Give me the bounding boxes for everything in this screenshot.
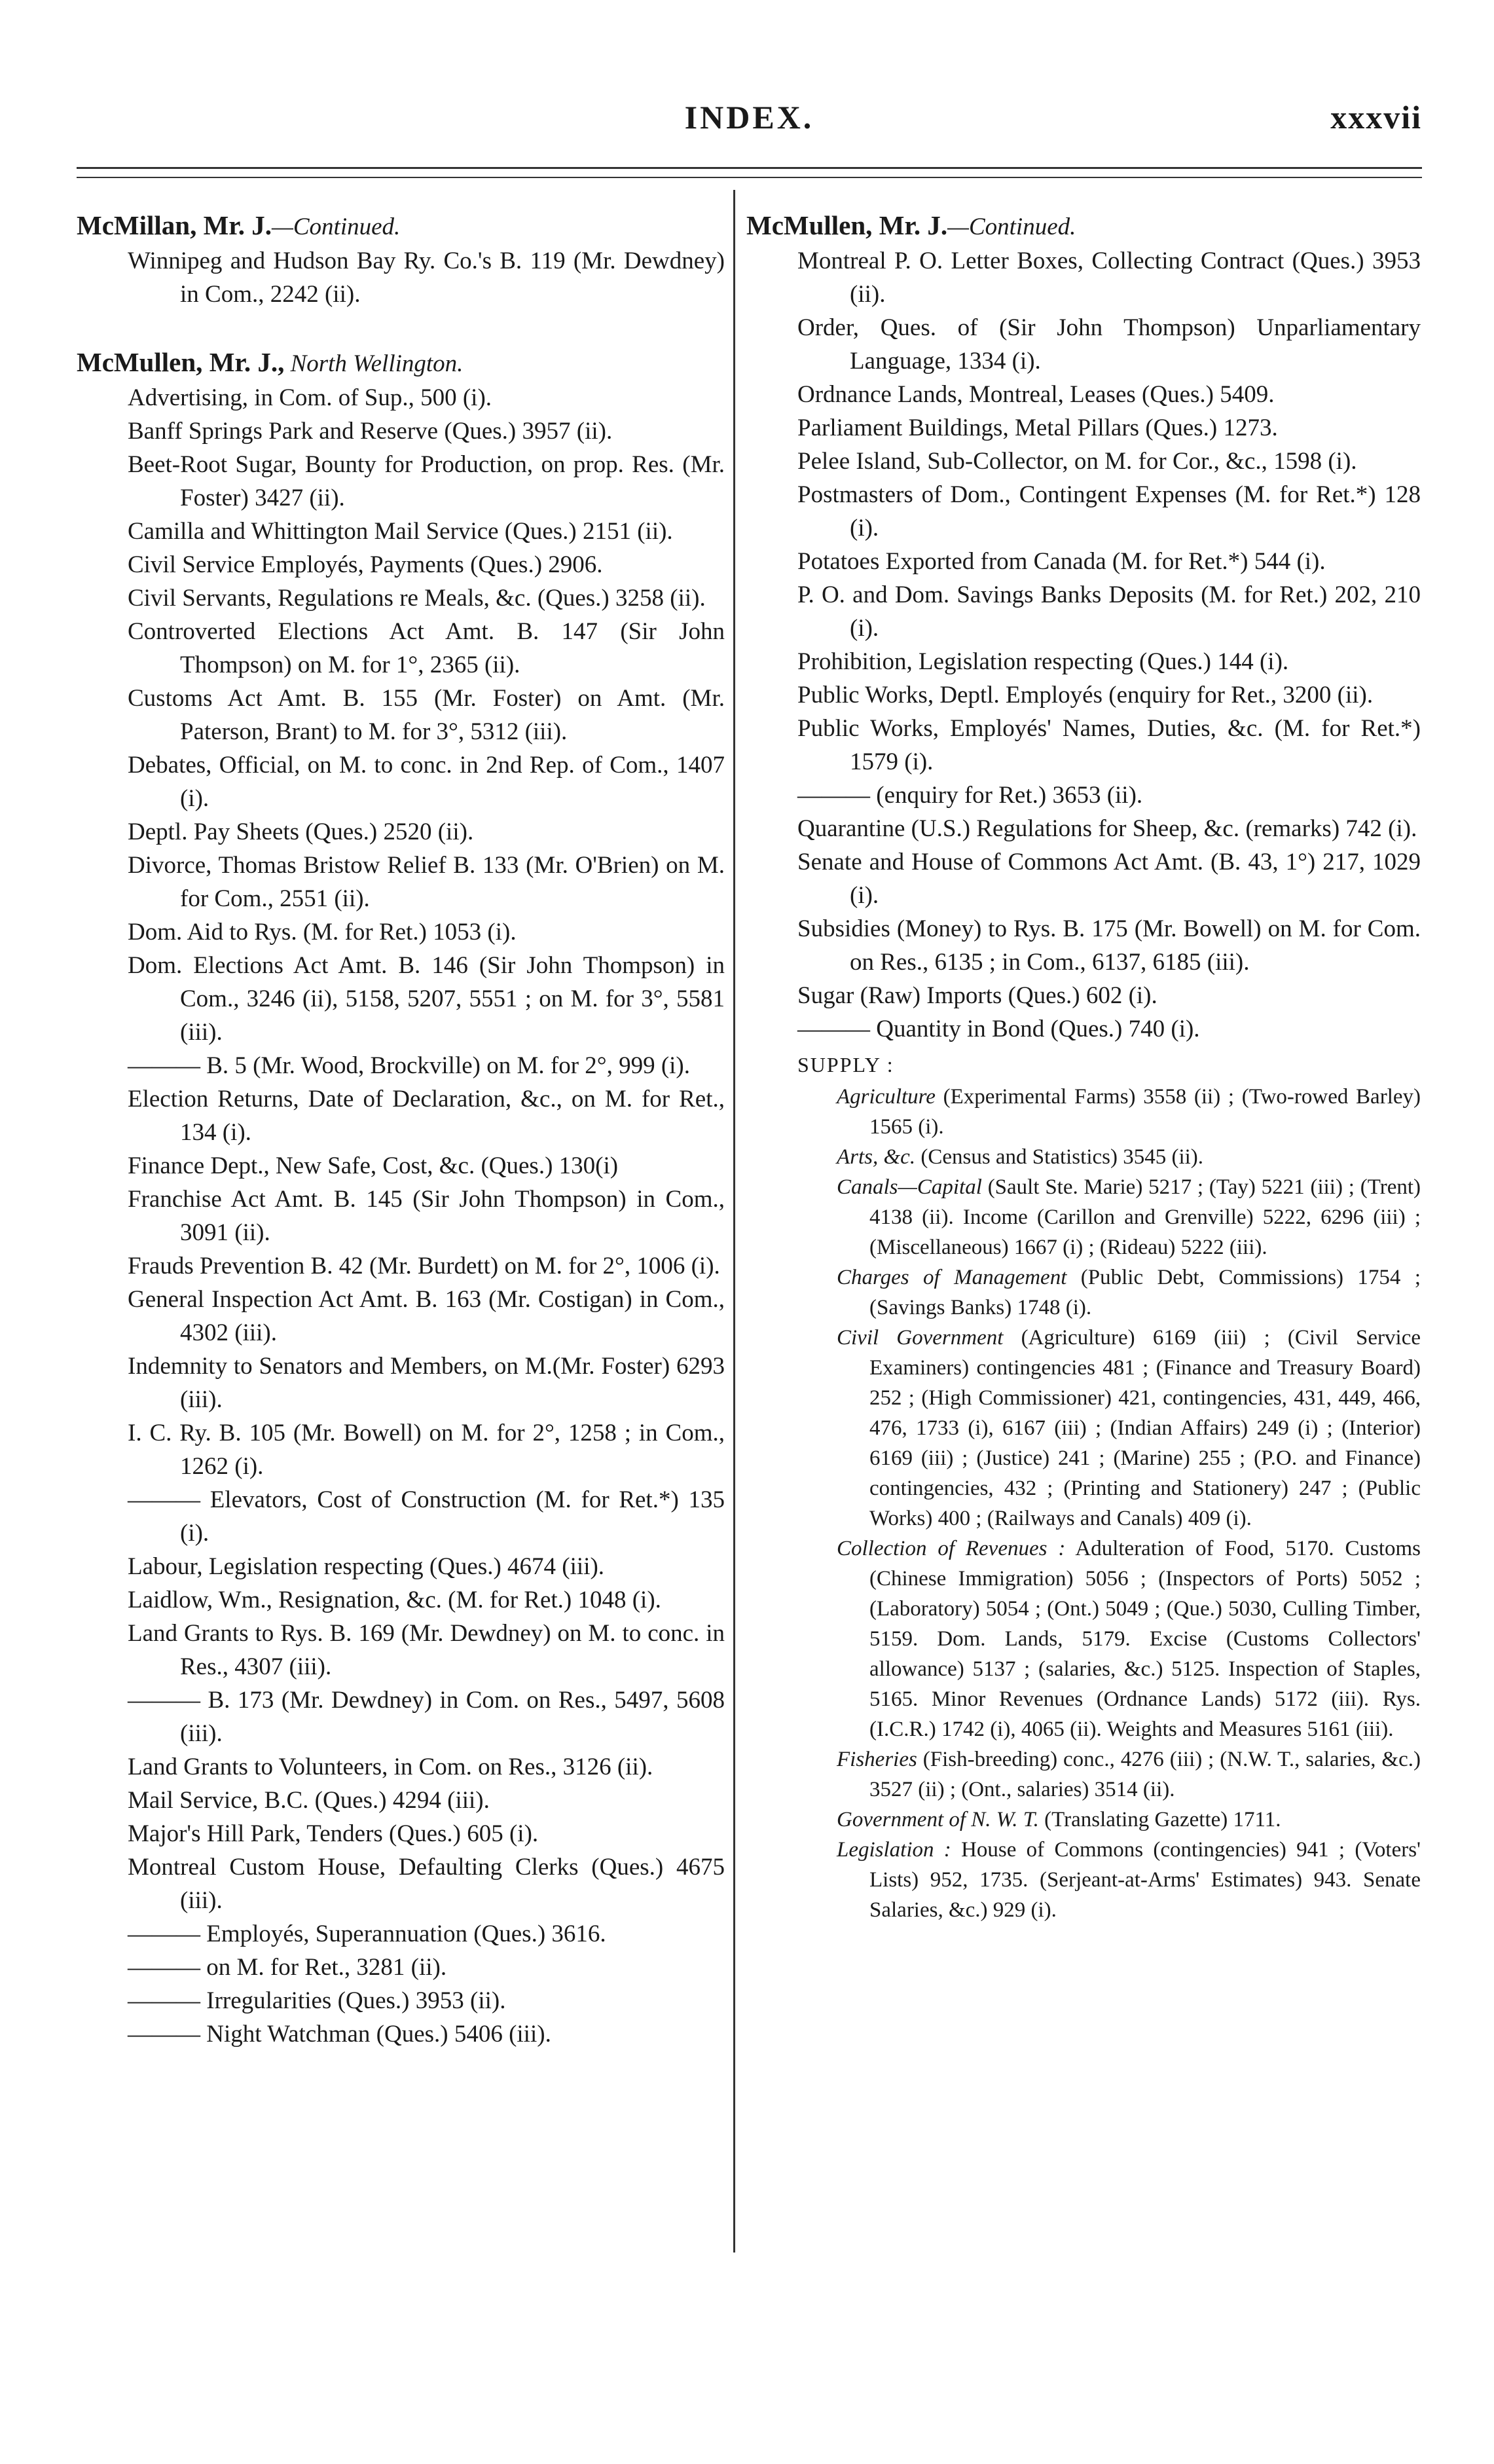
supply-detail: Adulteration of Food, 5170. Customs (Chinese Immigration) 5056 ; (Inspectors of Ports) 5052 ; (Laboratory) 5054 ; (Ont.) 5049 ; (Que.) 5030, Culling Timber, 5159. Dom. Lands, 5179. Excise (Customs Collectors' allowance) 5137 ; (salaries, &c.) 5125. Inspection of Staples, 5165. Minor Revenues (Ordnance Lands) 5172 (iii). Rys. (I.C.R.) 1742 (i), 4065 (ii). Weights and Measures 5161 (iii). <box>869 1537 1421 1741</box>
index-entry: Labour, Legislation respecting (Ques.) 4674 (iii). <box>128 1553 605 1580</box>
index-entry: Ordnance Lands, Montreal, Leases (Ques.) 5409. <box>797 381 1275 408</box>
supply-category: Fisheries <box>837 1748 917 1771</box>
index-entry: Parliament Buildings, Metal Pillars (Ques.) 1273. <box>797 414 1278 441</box>
header-rule-thin <box>77 177 1422 178</box>
index-entry: General Inspection Act Amt. B. 163 (Mr. Costigan) in Com., 4302 (iii). <box>128 1286 725 1346</box>
index-entry: ——— (enquiry for Ret.) 3653 (ii). <box>797 782 1143 809</box>
column-divider <box>733 190 735 2253</box>
heading-name: McMillan, <box>77 210 197 240</box>
index-entry: Pelee Island, Sub-Collector, on M. for Cor., &c., 1598 (i). <box>797 448 1357 475</box>
index-entry: Public Works, Deptl. Employés (enquiry for Ret., 3200 (ii). <box>797 682 1374 708</box>
index-entry: Dom. Elections Act Amt. B. 146 (Sir John Thompson) in Com., 3246 (ii), 5158, 5207, 5551 ; on M. for 3°, 5581 (iii). <box>128 952 725 1046</box>
supply-category: Canals—Capital <box>837 1175 982 1199</box>
index-entry: ——— Employés, Superannuation (Ques.) 3616. <box>128 1921 606 1947</box>
left-column <box>77 208 725 2051</box>
index-entry: Montreal P. O. Letter Boxes, Collecting Contract (Ques.) 3953 (ii). <box>797 248 1421 308</box>
supply-detail: House of Commons (contingencies) 941 ; (Voters' Lists) 952, 1735. (Serjeant-at-Arms' Estimates) 943. Senate Salaries, &c.) 929 (i). <box>869 1838 1421 1922</box>
supply-entry <box>837 1082 1421 1142</box>
supply-category: Civil Government <box>837 1326 1004 1350</box>
index-entry: Banff Springs Park and Reserve (Ques.) 3957 (ii). <box>128 418 613 445</box>
index-heading-mcmullen <box>77 345 725 381</box>
supply-entry <box>837 1172 1421 1262</box>
index-entry: Divorce, Thomas Bristow Relief B. 133 (Mr. O'Brien) on M. for Com., 2551 (ii). <box>128 852 725 912</box>
supply-detail: (Sault Ste. Marie) 5217 ; (Tay) 5221 (iii) ; (Trent) 4138 (ii). Income (Carillon and Grenville) 5222, 6296 (iii) ; (Miscellaneous) 1667 (i) ; (Rideau) 5222 (iii). <box>869 1175 1421 1259</box>
heading-mr: Mr. J. <box>196 210 272 240</box>
spacer <box>77 311 725 345</box>
index-entry: Dom. Aid to Rys. (M. for Ret.) 1053 (i). <box>128 919 517 946</box>
supply-entry <box>837 1262 1421 1323</box>
index-entry: ——— Irregularities (Ques.) 3953 (ii). <box>128 1987 506 2014</box>
supply-detail: (Agriculture) 6169 (iii) ; (Civil Service Examiners) contingencies 481 ; (Finance and Treasury Board) 252 ; (High Commissioner) 421, contingencies, 431, 449, 466, 476, 1733 (i), 6167 (iii) ; (Indian Affairs) 249 (i) ; (Interior) 6169 (iii) ; (Justice) 241 ; (Marine) 255 ; (P.O. and Finance) contingencies, 432 ; (Printing and Stationery) 247 ; (Public Works) 400 ; (Railways and Canals) 409 (i). <box>869 1326 1421 1530</box>
page-number: xxxvii <box>1330 99 1422 136</box>
index-entry: Sugar (Raw) Imports (Ques.) 602 (i). <box>797 982 1157 1009</box>
index-entry: Indemnity to Senators and Members, on M.(Mr. Foster) 6293 (iii). <box>128 1353 725 1413</box>
supply-category: Collection of Revenues : <box>837 1537 1066 1560</box>
supply-detail: (Public Debt, Commissions) 1754 ; (Savings Banks) 1748 (i). <box>869 1266 1421 1319</box>
index-entry: Major's Hill Park, Tenders (Ques.) 605 (i). <box>128 1820 539 1847</box>
index-entry: Frauds Prevention B. 42 (Mr. Burdett) on M. for 2°, 1006 (i). <box>128 1253 720 1279</box>
index-entry: I. C. Ry. B. 105 (Mr. Bowell) on M. for 2°, 1258 ; in Com., 1262 (i). <box>128 1420 725 1480</box>
index-entry: Franchise Act Amt. B. 145 (Sir John Thompson) in Com., 3091 (ii). <box>128 1186 725 1246</box>
index-entry: Public Works, Employés' Names, Duties, &c. (M. for Ret.*) 1579 (i). <box>797 715 1421 775</box>
supply-detail: (Translating Gazette) 1711. <box>1038 1808 1281 1831</box>
index-entry: Customs Act Amt. B. 155 (Mr. Foster) on Amt. (Mr. Paterson, Brant) to M. for 3°, 5312 (iii). <box>128 685 725 745</box>
index-heading-mcmillan <box>77 208 725 244</box>
entry-list-mcmillan <box>77 244 725 311</box>
supply-category: Arts, &c. <box>837 1145 916 1169</box>
heading-tail: —Continued. <box>947 213 1076 240</box>
index-entry: Postmasters of Dom., Contingent Expenses (M. for Ret.*) 128 (i). <box>797 481 1421 542</box>
index-entry: Laidlow, Wm., Resignation, &c. (M. for Ret.) 1048 (i). <box>128 1587 661 1613</box>
entry-list-mcmullen <box>77 381 725 2051</box>
index-entry: Controverted Elections Act Amt. B. 147 (Sir John Thompson) on M. for 1°, 2365 (ii). <box>128 618 725 678</box>
index-entry: Election Returns, Date of Declaration, &c., on M. for Ret., 134 (i). <box>128 1086 725 1146</box>
index-entry: Mail Service, B.C. (Ques.) 4294 (iii). <box>128 1787 490 1814</box>
supply-entry <box>837 1323 1421 1534</box>
supply-category: Agriculture <box>837 1085 936 1109</box>
heading-mr: Mr. J. <box>872 210 948 240</box>
index-entry: Finance Dept., New Safe, Cost, &c. (Ques.) 130(i) <box>128 1152 619 1179</box>
index-entry: ——— Quantity in Bond (Ques.) 740 (i). <box>797 1016 1200 1042</box>
supply-list <box>746 1082 1421 1925</box>
index-entry: ——— on M. for Ret., 3281 (ii). <box>128 1954 447 1981</box>
index-entry: Camilla and Whittington Mail Service (Ques.) 2151 (ii). <box>128 518 673 545</box>
index-entry: Debates, Official, on M. to conc. in 2nd Rep. of Com., 1407 (i). <box>128 752 725 812</box>
supply-entry <box>837 1744 1421 1805</box>
index-entry: Subsidies (Money) to Rys. B. 175 (Mr. Bowell) on M. for Com. on Res., 6135 ; in Com., 6137, 6185 (iii). <box>797 915 1421 976</box>
index-entry: Senate and House of Commons Act Amt. (B. 43, 1°) 217, 1029 (i). <box>797 849 1421 909</box>
supply-entry <box>837 1805 1421 1835</box>
index-entry: Civil Servants, Regulations re Meals, &c. (Ques.) 3258 (ii). <box>128 585 706 612</box>
entry-list-mcmullen-continued <box>746 244 1421 1046</box>
supply-entry <box>837 1835 1421 1925</box>
header-rule <box>77 167 1422 169</box>
heading-mr: Mr. J., <box>202 347 285 377</box>
index-entry: Land Grants to Volunteers, in Com. on Res., 3126 (ii). <box>128 1754 653 1780</box>
heading-tail: —Continued. <box>271 213 401 240</box>
page-header <box>77 98 1422 144</box>
supply-category: Charges of Management <box>837 1266 1067 1289</box>
index-entry: ——— B. 173 (Mr. Dewdney) in Com. on Res., 5497, 5608 (iii). <box>128 1687 725 1747</box>
supply-category: Legislation : <box>837 1838 951 1862</box>
index-entry: P. O. and Dom. Savings Banks Deposits (M. for Ret.) 202, 210 (i). <box>797 581 1421 642</box>
index-entry: Land Grants to Rys. B. 169 (Mr. Dewdney) on M. to conc. in Res., 4307 (iii). <box>128 1620 725 1680</box>
index-entry: Civil Service Employés, Payments (Ques.) 2906. <box>128 551 603 578</box>
index-entry: Order, Ques. of (Sir John Thompson) Unparliamentary Language, 1334 (i). <box>797 314 1421 375</box>
supply-label: SUPPLY : <box>797 1053 894 1076</box>
supply-entry <box>837 1534 1421 1744</box>
page-title: INDEX. <box>684 99 814 136</box>
index-entry: Deptl. Pay Sheets (Ques.) 2520 (ii). <box>128 818 474 845</box>
supply-detail: (Experimental Farms) 3558 (ii) ; (Two-rowed Barley) 1565 (i). <box>869 1085 1421 1139</box>
index-entry: Advertising, in Com. of Sup., 500 (i). <box>128 384 492 411</box>
index-entry: Potatoes Exported from Canada (M. for Ret.*) 544 (i). <box>797 548 1326 575</box>
supply-detail: (Census and Statistics) 3545 (ii). <box>915 1145 1204 1169</box>
index-entry: ——— B. 5 (Mr. Wood, Brockville) on M. for 2°, 999 (i). <box>128 1052 690 1079</box>
index-entry: Montreal Custom House, Defaulting Clerks (Ques.) 4675 (iii). <box>128 1854 725 1914</box>
right-column <box>746 208 1421 1925</box>
index-entry: Prohibition, Legislation respecting (Ques.) 144 (i). <box>797 648 1289 675</box>
index-entry: ——— Elevators, Cost of Construction (M. for Ret.*) 135 (i). <box>128 1486 725 1547</box>
supply-category: Government of N. W. T. <box>837 1808 1039 1831</box>
supply-entry <box>837 1142 1421 1172</box>
heading-name: McMullen, <box>77 347 203 377</box>
index-entry: ——— Night Watchman (Ques.) 5406 (iii). <box>128 2021 551 2048</box>
index-heading-mcmullen-continued <box>746 208 1421 244</box>
supply-detail: (Fish-breeding) conc., 4276 (iii) ; (N.W. T., salaries, &c.) 3527 (ii) ; (Ont., salaries) 3514 (ii). <box>869 1748 1421 1801</box>
heading-name: McMullen, <box>746 210 873 240</box>
index-entry: Quarantine (U.S.) Regulations for Sheep, &c. (remarks) 742 (i). <box>797 815 1417 842</box>
index-entry: Winnipeg and Hudson Bay Ry. Co.'s B. 119 (Mr. Dewdney) in Com., 2242 (ii). <box>128 248 725 308</box>
heading-tail: North Wellington. <box>284 350 464 377</box>
index-entry: Beet-Root Sugar, Bounty for Production, on prop. Res. (Mr. Foster) 3427 (ii). <box>128 451 725 511</box>
